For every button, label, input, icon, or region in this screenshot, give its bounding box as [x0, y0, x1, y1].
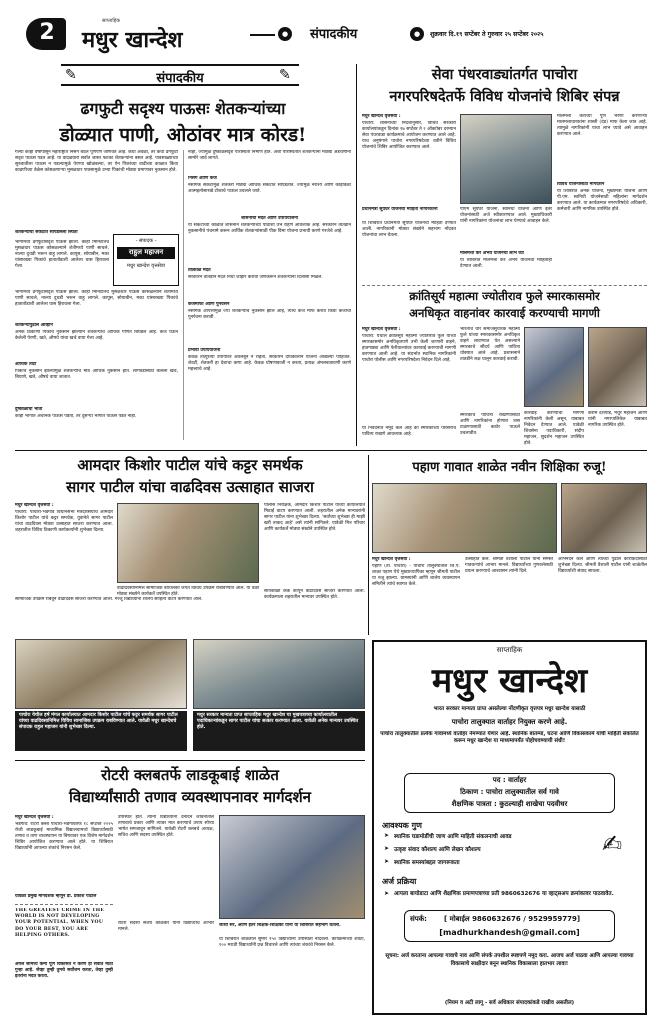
pachora-text-mid2: या शिबिरात मालमत्ता कर अभय योजनेची माहितीही देण्यात आली.	[460, 258, 552, 269]
editorial-col2-sub: निसर्ग आणि कर्ज	[188, 176, 217, 181]
ad-weekly: साप्ताहिक	[496, 646, 523, 654]
ad-pen-icon: ✍	[602, 830, 623, 858]
pachora-sub-right: विविध योजनांसाठी मार्गदर्शन	[557, 182, 605, 187]
masthead-weekly-tag: साप्ताहिक	[102, 18, 121, 24]
ad-intro-2: पाचोरा तालुक्यातील प्रत्येक गावामध्ये वार्ताहर नेमण्यात येणार आहे. स्थानिक बातम्या, घटना आणि विकासकामे यांची माहिती संकलित करून मधुर खान्देश या माध्यमापर्यंत पोहोचवण्याची संधी!	[380, 731, 639, 744]
masthead-section: संपादकीय	[310, 27, 358, 42]
page-horizontal-rule-2	[15, 760, 365, 761]
kishore-caption-left: पाचोरा येथील हर्ष मंगल कार्यालयात आमदार किशोर पाटील यांचे कट्टर समर्थक सागर पाटील यांच्या वाढदिवसानिमित्त विविध सामाजिक उपक्रम राबविण्यात आले. यावेळी मधुर खान्देशचे संपादक राहुल महाजन यांनी शुभेच्छा दिल्या.	[15, 711, 187, 751]
pachora-headline-1: सेवा पंधरवाड्यांतर्गत पाचोरा	[431, 66, 578, 83]
editorial-col2-sub3: तात्काळ मदत	[188, 268, 211, 273]
pachora-text-left2: या शिबिरात प्रधानमंत्री सूर्यघर योजनेची माहिती देण्यात आली. नागरिकांनी मोठ्या संख्येने सहभाग नोंदवत योजनांचा लाभ घेतला.	[362, 221, 456, 238]
phule-text-left: पाचोरा: येथील क्रांतिसूर्य महात्मा ज्योतीराव फुले यांच्या स्मारकासमोर अनधिकृतपणे उभी केली जाणारी वाहने, हातगाड्या आणि फेरीवाल्यांवर कारवाई करण्याची मागणी करण्यात आली आहे. या संदर्भात स्थानिक नागरिकांनी पाचोरा पोलीस आणि नगरपरिषदेला निवेदन दिले आहे.	[362, 334, 456, 363]
kishore-photo-main	[117, 503, 259, 583]
kishore-text-mid: वाढदिवसानिमित्त सामाजिक बांधिलकी जपत विविध उपक्रम राबविण्यात आले. या वेळी मोठ्या संख्येने कार्यकर्ते उपस्थित होते.	[117, 586, 259, 597]
kishore-text-left: पाचोरा: पाचोरा-भडगाव विधानसभा मतदारसंघाचे आमदार किशोर पाटील यांचे कट्टर समर्थक, युवानेते सागर पाटील यांचा वाढदिवस मोठ्या उत्साहात साजरा करण्यात आला. शहरातील विविध ठिकाणी कार्यकर्त्यांनी शुभेच्छा दिल्या.	[15, 510, 113, 533]
kishore-text-left2: सामाजिक उपक्रम राबवून वाढदिवस साजरा करण्यात आला. गरजू विद्यार्थ्यांना शालेय साहित्य वाटप करण्यात आले.	[15, 597, 203, 602]
author-name: राहुल महाजन	[128, 248, 164, 256]
rotary-quote-mr: अपले सामर्थ्य कमी पूर्ण विकसित न करणे हा सर्वात मोठा गुन्हा आहे. जेव्हा तुम्ही तुमचे सर्वोत्तम करता, तेव्हा तुम्ही इतरांना मदत करता.	[15, 962, 113, 979]
pencil-left-icon: ✎	[65, 67, 77, 83]
editorial-col1-text: गेल्या काही वर्षांपासून महाराष्ट्रात निसर्ग बदल पूर्णपणे जाणवत आहे. कधी अवेळी, तर कधी ढगफुटी सदृश पाऊस पडत आहे. या वादळवारा सर्वात जास्त फटका शेतकऱ्यांना बसत आहे. पावसाळ्याच्या सुरुवातीला पाऊस न पडल्यामुळे पेरण्या खोळंबल्या, तर ऐन पिकांच्या वाढीच्या काळात किंवा काढणीच्या वेळेस कोसळणाऱ्या मुसळधार पावसामुळे उभ्या पिकांची मोठ्या प्रमाणावर नुकसान होते.	[15, 150, 178, 173]
ad-req-title: आवश्यक गुण	[382, 821, 422, 830]
phule-text-right: करीम देशपांडे, मधुर महाजन आणि यांनी नगरपालिकेत याबाबत नागरिक उपस्थित होते.	[588, 411, 647, 428]
rotary-text-mid2: रोटरी सदस्य संजय कोळेकर यांनी विद्यार्थ्यांचे आभार मानले.	[118, 921, 214, 932]
story-pachora	[362, 64, 647, 284]
pahan-text-mid: उत्साहात केले. श्रीमती वैशाली पाटील यांनी समस्त गावकऱ्यांचे आभार मानले. विद्यार्थ्यांच्या गुणवत्तेसाठी प्रयत्न करण्याचे आश्वासन त्यांनी दिले.	[465, 557, 553, 574]
kishore-byline: मधुर खान्देश वृत्तसेवा :	[15, 503, 54, 508]
ad-paper-name: मधुर खान्देश	[431, 661, 588, 701]
editorial-col2b-text: या संकटाच्या काळात शासनाने शेतकऱ्यांच्या पाठीशी उभे राहणे आवश्यक आहे. सरकारने तातडीने नुकसानीचे पंचनामे करून आर्थिक शेतकऱ्यांसाठी पीक विमा योजना प्रभावी करणे गरजेचे आहे.	[188, 223, 351, 234]
pahan-photo-side	[561, 483, 647, 553]
ad-terms: (नियम व अटी लागू - सर्व अधिकार संपादकांकडे राखीव असतील)	[444, 1000, 575, 1006]
editorial-col1-sub3: आर्थिक तोटा	[15, 362, 37, 367]
ad-intro-bold: पाचोरा तालुक्यात वार्ताहर नियुक्त करणे आहे.	[451, 718, 568, 726]
kishore-photo-left	[15, 639, 187, 709]
story-rotary	[15, 765, 365, 1015]
pahan-byline: मधुर खान्देश वृत्तसेवा :	[372, 557, 411, 562]
pachora-text-right: मालमत्ता कराच्या पूर्ण भरणा करणाऱ्या मालमत्ताधारकांना शास्ती (दंड) माफ केला जात आहे. त्यामुळे नागरिकांनी याचा लाभ घ्यावे असे आवाहन करण्यात आले.	[557, 114, 647, 137]
pachora-text-right2: या शिबिरात अनेक योजना, मुख्यमंत्री योजना आणि पी.एम. स्वनिधी योजनेसाठी महिलांना मार्गदर्शन करण्यात आले. या कार्यक्रमात नगरपरिषदेचे अधिकारी, कर्मचारी आणि नागरिक उपस्थित होते.	[557, 189, 647, 212]
editorial-col-divider	[183, 150, 184, 440]
page-number: 2	[39, 20, 55, 45]
phule-text-left2: या निवेदनात नमूद केले आहे की स्मारकाच्या परिसराचे पावित्र्य राखणे आवश्यक आहे.	[362, 426, 456, 437]
page-column-divider	[356, 64, 357, 446]
ad-place: ठिकाण : पाचोरा तालुक्यातील सर्व गावे	[460, 788, 559, 796]
rotary-headline-2: विद्यार्थ्यांसाठी तणाव व्यवस्थापनावर मार्गदर्शन	[68, 788, 312, 806]
pahan-text-left: पहाण (ता. पाचोरा) - पाचोरा तालुक्यातील जि.प. शाळा पहाण येथे मुख्याध्यापिका म्हणून श्रीमती पाटील या रुजू झाल्या. ग्रामस्थांनी आणि शालेय व्यवस्थापन समितीने त्यांचे स्वागत केले.	[372, 564, 460, 587]
story-pahan	[372, 455, 647, 635]
kishore-photo-right	[193, 639, 365, 709]
rotary-caption-photo: जोशी सर, आणि इतर शिक्षक-शिक्षिका यांनी या शिबिरात सहभाग घेतला.	[219, 923, 341, 928]
rotary-photo	[219, 815, 365, 919]
rotary-text-mid: उपस्थित होते. त्यांनी विद्यार्थ्यांना दैनंदिन जीवनातील तणावाचे प्रकार आणि त्यावर मात करण्याचे उपाय सोप्या भाषेत समजावून सांगितले. यावेळी रोटरी क्लबचे अध्यक्ष, सचिव आणि सदस्य उपस्थित होते.	[118, 815, 214, 838]
editorial-col2-text: नाही, ज्यामुळे दुष्काळसदृश परिस्थिती निर्माण होते. अशा परिस्थितीत शेतकऱ्यांना मोठ्या अडचणींना सामोरे जावे लागते.	[188, 150, 351, 161]
editorial-col1-sub: शेतकऱ्यांची संकटात सापडलेली स्थिती	[15, 230, 78, 235]
rotary-text-under: या शिबिरात शाळेतील सुमारे १५० विद्यार्थ्यांनी उपस्थिती नोंदवली. कार्यक्रमाच्या शेवटी, १०० मराठी विद्यार्थ्यांनी प्रश्न विचारले आणि त्यांच्या शंकांचे निरसन केले.	[219, 937, 365, 948]
pahan-photo-main	[372, 483, 557, 553]
editorial-col2c-text: सरकारने तातडीने मदत निधी जाहीर करावा जेणेकरून शेतकऱ्यांना दिलासा मिळेल.	[188, 275, 323, 280]
editorial-col1d-text: पिकांचे नुकसान झाल्यामुळे शेतकऱ्यांचे मोठे आर्थिक नुकसान होते. लागवडीसाठी केलेला खर्च, बियाणे, खते, औषधे वाया जातात.	[15, 369, 178, 380]
pachora-sub-mid: मालमत्ता कर अभय योजनेचा लाभ घ्या	[460, 251, 524, 256]
ad-post: पद : वार्ताहर	[492, 776, 527, 784]
editorial-col2a-text: नैसर्गिक संकटांमुळे शेतकरी मोठ्या आर्थिक संकटात सापडतात. ज्यामुळे नैराश्य आणि काहीवेळा आत्महत्येसारखे टोकाचे पाऊल उचलले जाते.	[188, 183, 351, 194]
editorial-col1-sub4: दुष्काळाची भीती	[15, 407, 43, 412]
editorial-col1b-text: भागांमध्ये ढगफुटीसदृश पाऊस झाला. काही मिनिटांतच मुसळधार पाऊस कोसळल्याने शेतीमध्ये पाणी साचले, नाल्या दुथडी भरून वाहू लागले. कापूस, सोयाबीन, मका यांसारख्या पिकांचे हातातोंडाशी आलेला घास हिरावला गेला.	[15, 240, 109, 269]
editorial-headline-1: ढगफुटी सदृश्य पाऊसः शेतकऱ्यांच्या	[80, 99, 286, 118]
story-kishore	[15, 455, 365, 755]
masthead-date: शुक्रवार दि.१९ सप्टेंबर ते गुरुवार २५ सप्टेंबर २०२५	[430, 31, 544, 38]
masthead-dot-icon: ●	[278, 27, 292, 41]
ad-edu: शैक्षणिक पात्रता : कुठल्याही शाखेचा पदवीधर	[451, 800, 568, 808]
masthead-rule-left	[250, 34, 275, 36]
phule-photo-2	[588, 327, 647, 407]
pachora-sub-left: प्रधानमंत्री सूर्यघर योजनेची माहिती नागरिकांना	[362, 207, 438, 212]
kishore-headline-2: सागर पाटील यांचा वाढदिवस उत्साहात साजरा	[66, 478, 314, 496]
editorial-col1-sub2: शेतकऱ्यांपुढील आव्हाने	[15, 323, 53, 328]
ad-req-3: स्थानिक समस्यांबद्दल जागरूकता	[394, 860, 460, 866]
ad-apply-arrow: ➤	[384, 890, 390, 897]
ad-intro: भारत सरकार मान्यता प्राप्त असलेल्या नोंदणीकृत वृत्तपत्र मधुर खान्देश यासाठी	[433, 706, 586, 712]
rotary-quote: THE GREATEST CRIME IN THE WORLD IS NOT DEVELOPING YOUR POTENTIAL. WHEN YOU DO YOUR BEST, YOU ARE HELPING OTHERS.	[15, 908, 105, 938]
phule-text-mid: भारताचे थोर समाजसुधारक महात्मा फुले यांच्या स्मारकासमोर अनधिकृत वाहने लावण्यात येत असल्याने स्मारकाचे सौंदर्य आणि पावित्र्य धोक्यात आले आहे. प्रशासनाने तातडीने लक्ष घालून कारवाई करावी.	[460, 327, 520, 362]
ad-req-arrow-1: ➤	[384, 832, 390, 839]
kishore-text-right2: सायंकाळी केक कापून वाढदिवस साजरा करण्यात आला. कार्यक्रमाला शहरातील मान्यवर उपस्थित होते.	[264, 589, 365, 600]
editorial-col1c-text: अनेक ठिकाणी पिकाचे नुकसान झाल्याने शेतकऱ्यांचे आर्थिक गणित बिघडले आहे. कर्ज घेऊन केलेली पेरणी, खते, औषधे यांचा खर्च वाया गेला आहे.	[15, 330, 178, 341]
kishore-headline-1: आमदार किशोर पाटील यांचे कट्टर समर्थक	[77, 456, 303, 474]
pachora-text-left: पाचोरा: शासनाच्या निर्देशानुसार, विविध सरकारी कार्यालयांकडून दिनांक १७ सप्टेंबर ते २ ऑक्टोबर दरम्यान सेवा पंधरवाडा कार्यक्रमाचे आयोजन करण्यात आले आहे. याच अनुषंगाने पाचोरा नगरपरिषदेच्या वतीने विविध योजनांचे शिबिर आयोजित करण्यात आले.	[362, 121, 456, 150]
phule-headline-1: क्रांतिसूर्य महात्मा ज्योतीराव फुले स्मारकासमोर	[409, 289, 600, 303]
ad-contact-email[interactable]: [madhurkhandesh@gmail.com]	[439, 928, 580, 937]
editorial-section	[15, 64, 351, 450]
ad-req-1: स्थानिक घडामोडींची जाण आणि माहिती संकलनाची आवड	[394, 834, 512, 840]
recruitment-ad	[372, 640, 647, 1015]
story-phule	[362, 289, 647, 447]
rotary-text-left2: यावेळी प्रमुख मार्गदर्शक म्हणून डॉ. प्रकाश पाटील	[15, 894, 97, 899]
pachora-photo	[460, 114, 552, 204]
ad-req-arrow-2: ➤	[384, 845, 390, 852]
editorial-col1b2-text: भागांमध्ये ढगफुटीसदृश पाऊस झाला. काही मिनिटांतच मुसळधार पाऊस कोसळल्याने शेतीमध्ये पाणी साचले, नाल्या दुथडी भरून वाहू लागले. कापूस, सोयाबीन, मका यांसारख्या पिकांचे हातातोंडाशी आलेला घास हिरावला गेला.	[15, 290, 178, 307]
editorial-col2-sub2: शासनाची मदत आणि उपाययोजना	[240, 216, 299, 221]
ad-req-arrow-3: ➤	[384, 858, 390, 865]
editorial-col2-sub4: कर्जमाफी आणि पुनर्वसन	[188, 302, 230, 307]
phule-photo-1	[524, 327, 584, 407]
ad-notice: सूचना: अर्ज करताना आपल्या गावाचे नाव आणि संपर्क तपशील स्पष्टपणे नमूद करा. आजच अर्ज पाठवा आणि आपल्या गावच्या विकासाचे साक्षीदार बनून स्थानिक विकासाला हातभार लावा!	[385, 953, 634, 967]
rotary-headline-1: रोटरी क्लबतर्फे लाडकूबाई शाळेत	[101, 766, 279, 784]
rotary-text-left: भडगाव: रोटरी क्लब पाचोरा-भडगावतर्फे १८ सप्टेंबर २०२५ रोजी लाडकूबाई माध्यमिक विद्यालयामध्ये विद्यार्थ्यांसाठी तणाव व ताण व्यवस्थापन या विषयावर एक विशेष मार्गदर्शन शिबिर आयोजित करण्यात आले होते. या शिबिरात विद्यार्थ्यांनी आपल्या शंकांचे निरसन केले.	[15, 822, 113, 851]
page-horizontal-rule-1	[15, 450, 647, 451]
masthead-paper-name: मधुर खान्देश	[82, 27, 183, 53]
editorial-label: संपादकीय	[156, 71, 204, 86]
rotary-quote-rule	[15, 904, 113, 905]
ad-apply-text: आपला बायोडाटा आणि शैक्षणिक प्रमाणपत्राच्या प्रती 9860632676 या व्हाट्सअप क्रमांकावर पाठवावेत.	[394, 891, 614, 897]
pachora-headline-2: नगरपरिषदेतर्फे विविध योजनांचे शिबिर संपन्न	[389, 88, 620, 105]
ad-apply-title: अर्ज प्रक्रिया	[382, 877, 417, 886]
author-paper: मधुर खान्देश वृत्तसेवा	[127, 263, 165, 269]
editorial-headline-2: डोळ्यात पाणी, ओठांवर मात्र कोरड!	[59, 124, 307, 146]
pahan-headline: पहाण गावात शाळेत नवीन शिक्षिका रुजू!	[412, 460, 607, 475]
rotary-byline: मधुर खान्देश वृत्तसेवा :	[15, 815, 54, 820]
pachora-byline: मधुर खान्देश वृत्तसेवा :	[362, 114, 401, 119]
masthead-dot-icon-2: ●	[410, 27, 424, 41]
phule-text-under: कारवाई करण्याची मागणी नागरिकांनी केली असून, याबाबत निवेदन देण्यात आले. यावेळी शिवसेना पदाधिकारी, संदीप महाजन, सुदर्शन महाजन उपस्थित होते.	[524, 411, 584, 445]
phule-byline: मधुर खान्देश वृत्तसेवा :	[362, 327, 401, 332]
editorial-col2d-text: नैसर्गिक आपत्तीमुळे ज्या शेतकऱ्यांचे नुकसान झाले आहे, त्यांचे कर्ज माफ करावे किंवा कर्जाची पुनर्रचना करावी.	[188, 309, 351, 320]
ad-req-2: उत्कृष्ट संवाद कौशल्य आणि लेखन कौशल्य	[394, 847, 481, 853]
phule-headline-2: अनधिकृत वाहनांवर कारवाई करण्याची मागणी	[409, 306, 600, 320]
pencil-right-icon: ✎	[279, 67, 291, 83]
pahan-text-right: अभिनंदन केले आणि त्यांच्या पुढील कारकिर्दीसाठी शुभेच्छा दिल्या. श्रीमती वैशाली पाटील यांनी शाळेतील विद्यार्थ्यांशी संवाद साधला.	[558, 557, 647, 574]
editorial-col2e-text: केवळ तात्पुरत्या उपायांवर अवलंबून न राहता, सरकारने दीर्घकालीन योजना आखल्या पाहिजेत. शेवटी, शेतकरी हा देशाचा कणा आहे. केवळ घोषणाबाजी न करता, प्रत्यक्ष अंमलबजावणी करणे महत्त्वाचे आहे.	[188, 355, 351, 372]
editorial-col1e-text: काही भागात अचानक पाऊस पडतो, तर दुसऱ्या भागांत पाऊस पडत नाही.	[15, 414, 137, 419]
kishore-caption-right: मधुर सरकार मान्यता प्राप्त साप्ताहिक मधुर खान्देश चा मुखपत्राच्या कार्यालयातील पदाधिकाऱ्यांकडून सागर पाटील यांचा सत्कार करण्यात आला. यावेळी अनेक मान्यवर उपस्थित होते.	[193, 711, 365, 751]
masthead	[10, 14, 648, 54]
pachora-text-mid: पीएम सूर्यघर योजना, स्वनिधी योजना आणि इतर योजनांसाठी अर्ज स्वीकारण्यात आले. मुख्याधिकारी यांनी नागरिकांना योजनांचा लाभ घेण्याचे आवाहन केले.	[460, 207, 552, 224]
ad-contact-phone[interactable]: [ मोबाईल 9860632676 / 9529959779]	[444, 915, 581, 923]
phule-text-mid2: स्मारकाचे पावित्र्य राखण्यासाठी आणि नागरिकांना होणारा त्रास टाळण्यासाठी कठोर पाऊले उचलावीत.	[460, 413, 520, 436]
editorial-col2-sub5: प्रभावी उपाययोजना	[188, 348, 221, 353]
ad-contact-label: संपर्क:	[410, 915, 427, 923]
pachora-bottom-rule	[362, 285, 647, 286]
page-column-divider-2	[368, 455, 369, 635]
kishore-text-right: पोलीस निरीक्षक, आमदार किशोर पाटील यांच्या कार्यालयात मिठाई वाटप करण्यात आली. शहरातील अनेक मान्यवरांनी सागर पाटील यांना शुभेच्छा दिल्या. 'सर्वांच्या शुभेच्छा ही माझी खरी ताकद आहे' असे त्यांनी सांगितले. यावेळी मित्र परिवार आणि कार्यकर्ते मोठ्या संख्येने उपस्थित होते.	[264, 503, 365, 532]
author-prefix: - संपादक -	[135, 238, 157, 244]
